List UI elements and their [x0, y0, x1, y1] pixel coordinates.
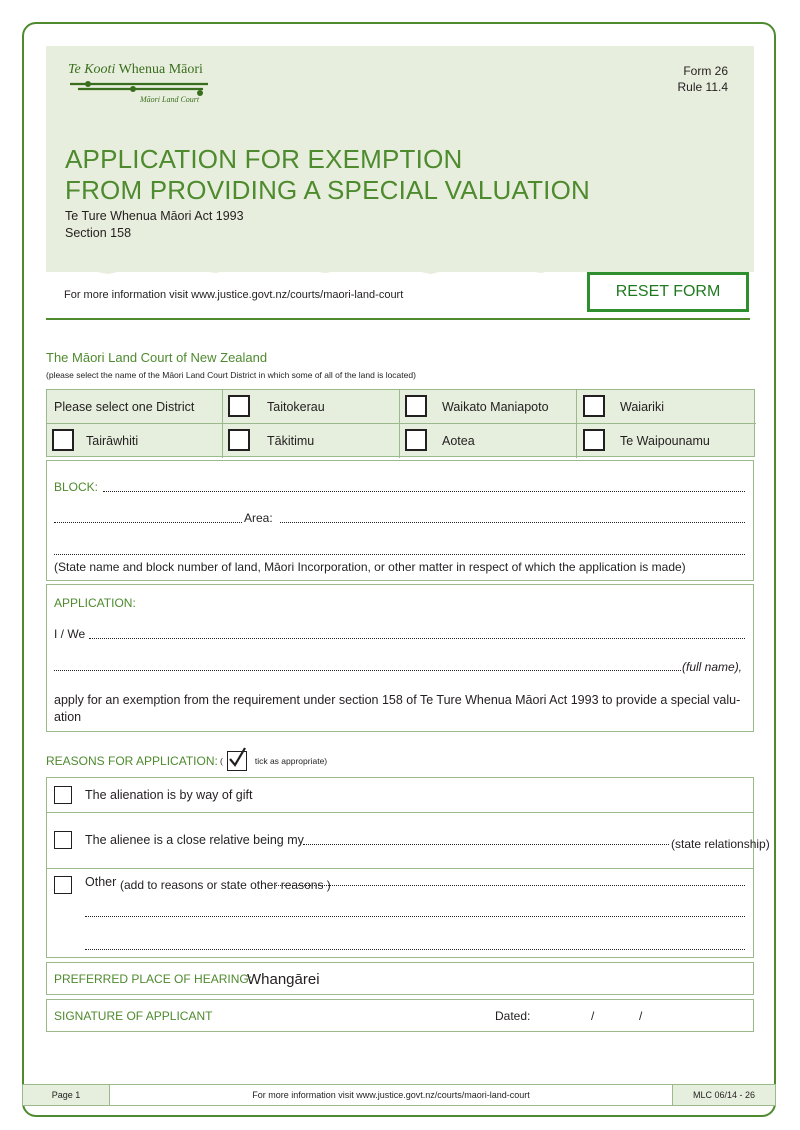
- district-checkbox-takitimu[interactable]: [228, 429, 250, 451]
- district-label: Aotea: [442, 434, 475, 448]
- tick-note: [220, 751, 327, 771]
- district-checkbox-te-waipounamu[interactable]: [583, 429, 605, 451]
- reason-gift-checkbox[interactable]: [54, 786, 72, 804]
- district-prompt-cell: [47, 390, 223, 424]
- district-option-waikato-maniapoto[interactable]: [400, 390, 577, 424]
- rule-no: Rule 11.4: [677, 80, 728, 94]
- application-label: APPLICATION:: [54, 596, 136, 610]
- form-number: [678, 63, 728, 95]
- applicant-name-field[interactable]: [89, 638, 745, 639]
- tick-note-paren: (: [220, 756, 223, 766]
- district-checkbox-aotea[interactable]: [405, 429, 427, 451]
- district-label: Te Waipounamu: [620, 434, 710, 448]
- hearing-label: PREFERRED PLACE OF HEARING:: [54, 972, 253, 986]
- block-note: (State name and block number of land, Māori Incorporation, or other matter in respect of which the application is made): [54, 560, 686, 574]
- act-reference: [65, 208, 244, 242]
- relationship-field[interactable]: [303, 844, 669, 845]
- application-statement: apply for an exemption from the requirement under section 158 of Te Ture Whenua Māori Act 1993 to provide a special valu-: [54, 693, 741, 707]
- reason-relative-label: The alienee is a close relative being my: [85, 833, 304, 847]
- act-section: Section 158: [65, 226, 132, 240]
- block-name-field[interactable]: [103, 491, 745, 492]
- block-section: [46, 460, 754, 581]
- logo-title: [68, 62, 203, 78]
- district-option-aotea[interactable]: [400, 424, 577, 458]
- district-label: Waiariki: [620, 399, 664, 414]
- other-reason-field-2[interactable]: [85, 916, 745, 917]
- block-label: BLOCK:: [54, 480, 99, 494]
- hearing-section: [46, 962, 754, 995]
- page-title: [65, 144, 590, 206]
- block-number-field[interactable]: [54, 522, 242, 523]
- district-label: Tairāwhiti: [86, 434, 139, 448]
- title-line-1: APPLICATION FOR EXEMPTION: [65, 144, 463, 174]
- reason-other-label: Other: [85, 875, 117, 889]
- footer-form-code: MLC 06/14 - 26: [673, 1084, 776, 1106]
- reasons-divider-2: [47, 868, 753, 869]
- page-footer: [22, 1084, 776, 1106]
- date-separator-2: /: [639, 1009, 643, 1023]
- title-line-2: FROM PROVIDING A SPECIAL VALUATION: [65, 175, 590, 205]
- area-label: Area:: [244, 511, 273, 525]
- tick-example-icon: [227, 751, 247, 771]
- district-prompt: Please select one District: [54, 399, 195, 414]
- footer-info: For more information visit www.justice.govt.nz/courts/maori-land-court: [110, 1084, 673, 1106]
- district-label: Tākitimu: [267, 434, 315, 448]
- court-title: The Māori Land Court of New Zealand: [46, 350, 268, 365]
- reason-gift-label: The alienation is by way of gift: [85, 788, 253, 802]
- logo-subtitle: Māori Land Court: [140, 95, 200, 104]
- district-option-waiariki[interactable]: [577, 390, 756, 424]
- date-separator-1: /: [591, 1009, 595, 1023]
- logo-title-rest: Whenua Māori: [115, 62, 203, 77]
- district-option-te-waipounamu[interactable]: [577, 424, 756, 458]
- application-section: [46, 584, 754, 732]
- other-reason-field-3[interactable]: [85, 949, 745, 950]
- tick-note-text: tick as appropriate): [254, 756, 328, 766]
- full-name-label: (full name),: [682, 660, 743, 674]
- district-checkbox-waikato-maniapoto[interactable]: [405, 395, 427, 417]
- reason-relative-checkbox[interactable]: [54, 831, 72, 849]
- district-label: Taitokerau: [267, 399, 325, 414]
- district-checkbox-waiariki[interactable]: [583, 395, 605, 417]
- reason-other-checkbox[interactable]: [54, 876, 72, 894]
- hearing-place-input[interactable]: Whangārei: [247, 971, 320, 988]
- district-checkbox-tairawhiti[interactable]: [52, 429, 74, 451]
- district-option-taitokerau[interactable]: [223, 390, 400, 424]
- reset-form-button[interactable]: RESET FORM: [587, 272, 749, 312]
- signature-label: SIGNATURE OF APPLICANT: [54, 1009, 213, 1023]
- logo-title-italic: Te Kooti: [68, 62, 116, 77]
- reasons-divider-1: [47, 812, 753, 813]
- district-checkbox-taitokerau[interactable]: [228, 395, 250, 417]
- info-link-text: For more information visit www.justice.govt.nz/courts/maori-land-court: [64, 289, 404, 301]
- district-selector: [46, 389, 755, 457]
- district-option-tairawhiti[interactable]: [47, 424, 223, 458]
- applicant-full-name-field[interactable]: [54, 670, 681, 671]
- reasons-title: REASONS FOR APPLICATION:: [46, 754, 218, 768]
- state-relationship-note: (state relationship): [671, 837, 770, 851]
- area-field[interactable]: [280, 522, 745, 523]
- district-label: Waikato Maniapoto: [442, 399, 549, 414]
- form-no: Form 26: [683, 64, 728, 78]
- court-note: (please select the name of the Māori Land Court District in which some of all of the land is located): [46, 370, 416, 380]
- reason-other-note: (add to reasons or state other reasons ): [120, 878, 331, 892]
- signature-section: [46, 999, 754, 1032]
- reasons-section: [46, 777, 770, 958]
- footer-page-number: Page 1: [22, 1084, 110, 1106]
- dated-label: Dated:: [495, 1009, 531, 1023]
- other-reason-field-1[interactable]: [276, 885, 745, 886]
- header-divider: [46, 318, 750, 320]
- iwe-label: I / We: [54, 627, 86, 641]
- district-option-takitimu[interactable]: [223, 424, 400, 458]
- act-name: Te Ture Whenua Māori Act 1993: [65, 209, 244, 223]
- court-logo: [68, 62, 218, 107]
- block-extra-field[interactable]: [54, 554, 745, 555]
- application-statement-cont: ation: [54, 710, 82, 724]
